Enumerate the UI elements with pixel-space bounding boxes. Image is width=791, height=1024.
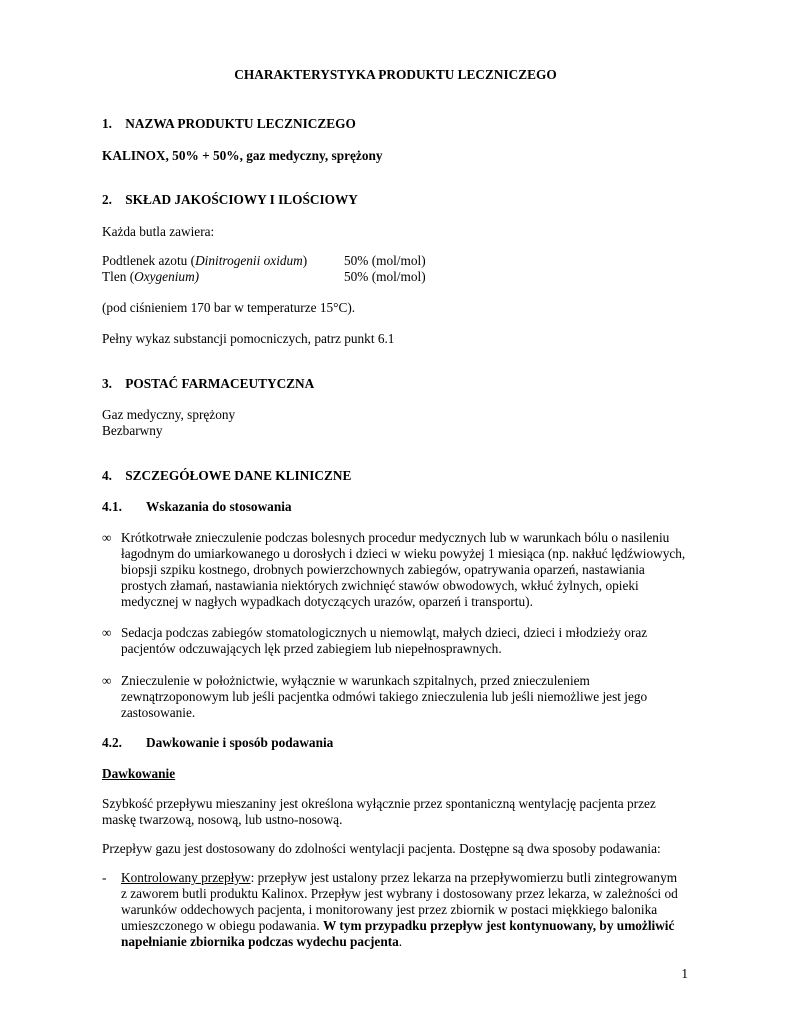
indication-line: prostych złamań, nastawiania niektórych zwichnięć stawów obwodowych, wkłuć żylnych, opieki [121,578,639,593]
section-3-heading: 3. POSTAĆ FARMACEUTYCZNA [102,376,315,391]
controlled-flow-line-3: warunków oddechowych pacjenta, i monitorowany jest przez zbiornik w postaci miękkiego balonika [121,902,658,917]
subsection-4-2-title: Dawkowanie i sposób podawania [146,735,334,750]
composition-row-1-name: Podtlenek azotu (Dinitrogenii oxidum) [102,253,308,268]
dosage-paragraph-1-line-2: maskę twarzową, nosową, lub ustno-nosową. [102,812,343,827]
dosage-paragraph-1-line-1: Szybkość przepływu mieszaniny jest określona wyłącznie przez spontaniczną wentylację pacjenta przez [102,796,656,811]
indication-line: pacjentów odczuwających lęk przed zabiegiem lub niepełnosprawnych. [121,641,502,656]
controlled-flow-label: Kontrolowany przepływ [121,870,251,885]
composition-row-2-value: 50% (mol/mol) [344,269,426,284]
pharmaceutical-form-line-2: Bezbarwny [102,423,163,438]
composition-intro: Każda butla zawiera: [102,224,215,239]
indication-line: biopsji szpiku kostnego, drobnych powierzchownych zabiegów, opatrywania oparzeń, nastawiania [121,562,645,577]
dosage-paragraph-2: Przepływ gazu jest dostosowany do zdolności wentylacji pacjenta. Dostępne są dwa sposoby podawania: [102,841,661,856]
infinity-bullet-icon: ∞ [102,673,112,688]
pressure-note: (pod ciśnieniem 170 bar w temperaturze 15°C). [102,300,356,315]
infinity-bullet-icon: ∞ [102,530,112,545]
section-1-heading: 1. NAZWA PRODUKTU LECZNICZEGO [102,116,356,131]
pharmaceutical-form-line-1: Gaz medyczny, sprężony [102,407,236,422]
indication-line: zastosowanie. [121,705,196,720]
controlled-flow-line-5: napełnianie zbiornika podczas wydechu pacjenta. [121,934,403,949]
indication-line: zewnątrzoponowym lub jeśli pacjentka odmówi takiego znieczulenia lub jeśli niemożliwe jest jego [121,689,648,704]
subsection-4-1-title: Wskazania do stosowania [146,499,292,514]
dash-bullet: - [102,870,107,885]
document-title: CHARAKTERYSTYKA PRODUKTU LECZNICZEGO [234,67,557,82]
section-4-heading: 4. SZCZEGÓŁOWE DANE KLINICZNE [102,468,352,483]
indication-line: Znieczulenie w położnictwie, wyłącznie w warunkach szpitalnych, przed znieczuleniem [121,673,590,688]
dosage-heading: Dawkowanie [102,766,176,781]
excipients-note: Pełny wykaz substancji pomocniczych, patrz punkt 6.1 [102,331,395,346]
controlled-flow-line-1: Kontrolowany przepływ: przepływ jest ustalony przez lekarza na przepływomierzu butli zintegrowanym [121,870,678,885]
controlled-flow-line-2: z zaworem butli produktu Kalinox. Przepływ jest wybrany i dostosowany przez lekarza, w zależności od [121,886,678,901]
infinity-bullet-icon: ∞ [102,625,112,640]
indication-line: Sedacja podczas zabiegów stomatologicznych u niemowląt, małych dzieci, dzieci i młodzieży oraz [121,625,648,640]
page-number: 1 [681,966,688,981]
indication-line: medycznej w nagłych wypadkach dotyczących urazów, oparzeń i transportu). [121,594,533,609]
subsection-4-2-number: 4.2. [102,735,122,750]
controlled-flow-line-4: umieszczonego w obiegu podawania. W tym przypadku przepływ jest kontynuowany, by umożliwić [121,918,675,933]
section-2-heading: 2. SKŁAD JAKOŚCIOWY I ILOŚCIOWY [102,192,358,207]
product-name: KALINOX, 50% + 50%, gaz medyczny, sprężony [102,148,383,163]
indication-line: Krótkotrwałe znieczulenie podczas bolesnych procedur medycznych lub w warunkach bólu o nasileniu [121,530,670,545]
subsection-4-1-number: 4.1. [102,499,122,514]
composition-row-2-name: Tlen (Oxygenium) [102,269,200,284]
indication-line: łagodnym do umiarkowanego u dorosłych i dzieci w wieku powyżej 1 miesiąca (np. nakłuć lędźwiowych, [121,546,686,561]
composition-row-1-value: 50% (mol/mol) [344,253,426,268]
